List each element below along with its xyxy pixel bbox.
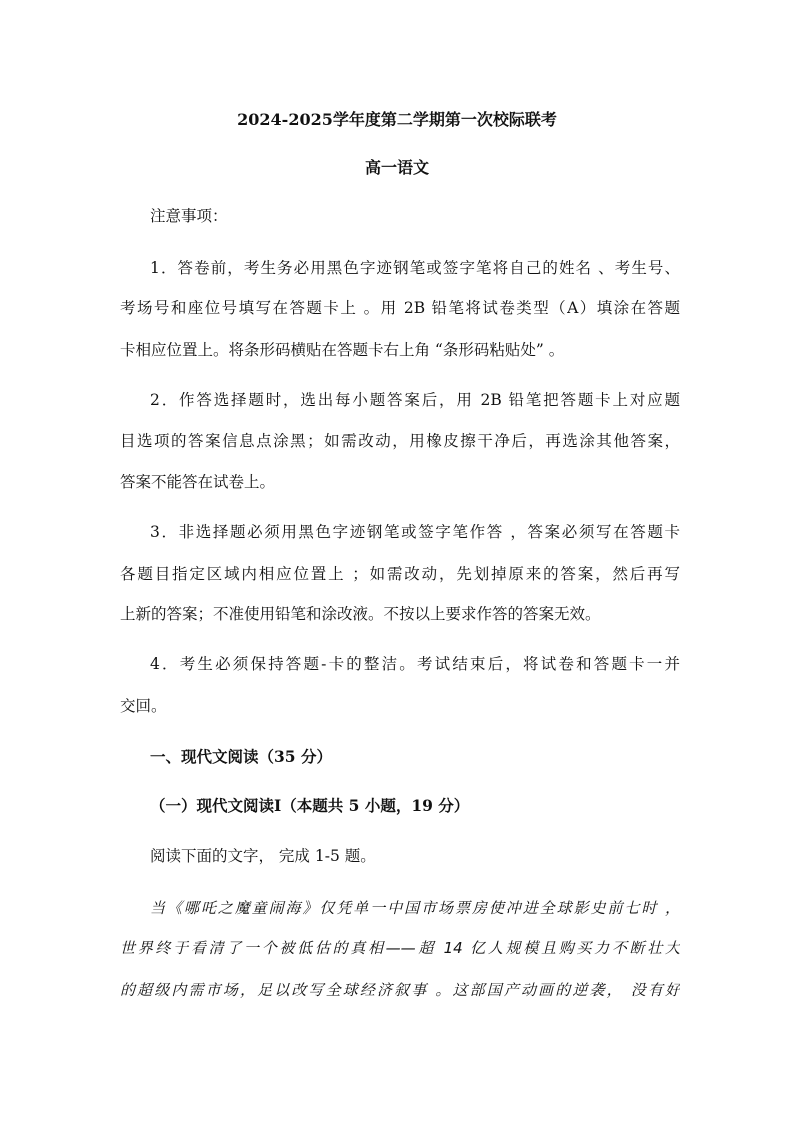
notice-item-1-line-2: 考场号和座位号填写在答题卡上 。用 2B 铅笔将试卷类型（A）填涂在答题 [120, 299, 680, 317]
notice-item-2-line-2: 目选项的答案信息点涂黑；如需改动，用橡皮擦干净后，再选涂其他答案， [120, 432, 680, 450]
notice-item-1-line-1: 1．答卷前，考生务必用黑色字迹钢笔或签字笔将自己的姓名 、考生号、 [150, 259, 680, 277]
notice-item-3-line-1: 3．非选择题必须用黑色字迹钢笔或签字笔作答 ，答案必须写在答题卡 [150, 523, 680, 541]
notice-item-4-line-1: 4．考生必须保持答题-卡的整洁。考试结束后，将试卷和答题卡一并 [150, 655, 680, 673]
notice-item-4-line-2: 交回。 [120, 697, 167, 715]
notice-item-3-line-3: 上新的答案；不准使用铅笔和涂改液。不按以上要求作答的答案无效。 [120, 605, 601, 623]
notice-item-2-line-1: 2．作答选择题时，选出每小题答案后，用 2B 铅笔把答题卡上对应题 [150, 391, 680, 409]
exam-subject: 高一语文 [364, 158, 429, 177]
notice-item-1-line-3: 卡相应位置上。将条形码横贴在答题卡右上角 “条形码粘贴处” 。 [120, 341, 565, 359]
reading-instruction: 阅读下面的文字， 完成 1-5 题。 [150, 847, 376, 865]
exam-title: 2024-2025学年度第二学期第一次校际联考 [237, 110, 557, 129]
passage-line-2: 世界终于看清了一个被低估的真相——超 14 亿人规模且购买力不断壮大 [120, 939, 680, 957]
notice-item-2-line-3: 答案不能答在试卷上。 [120, 473, 276, 491]
subsection-heading: （一）现代文阅读Ⅰ（本题共 5 小题，19 分） [150, 796, 470, 815]
section-heading: 一、现代文阅读（35 分） [150, 747, 332, 766]
passage-line-1: 当《哪吒之魔童闹海》仅凭单一中国市场票房使冲进全球影史前七时 ， [150, 899, 680, 917]
notice-heading: 注意事项： [150, 207, 228, 225]
passage-line-3: 的超级内需市场，足以改写全球经济叙事 。这部国产动画的逆袭， 没有好 [120, 981, 680, 999]
notice-item-3-line-2: 各题目指定区域内相应位置上 ；如需改动，先划掉原来的答案，然后再写 [120, 565, 680, 583]
